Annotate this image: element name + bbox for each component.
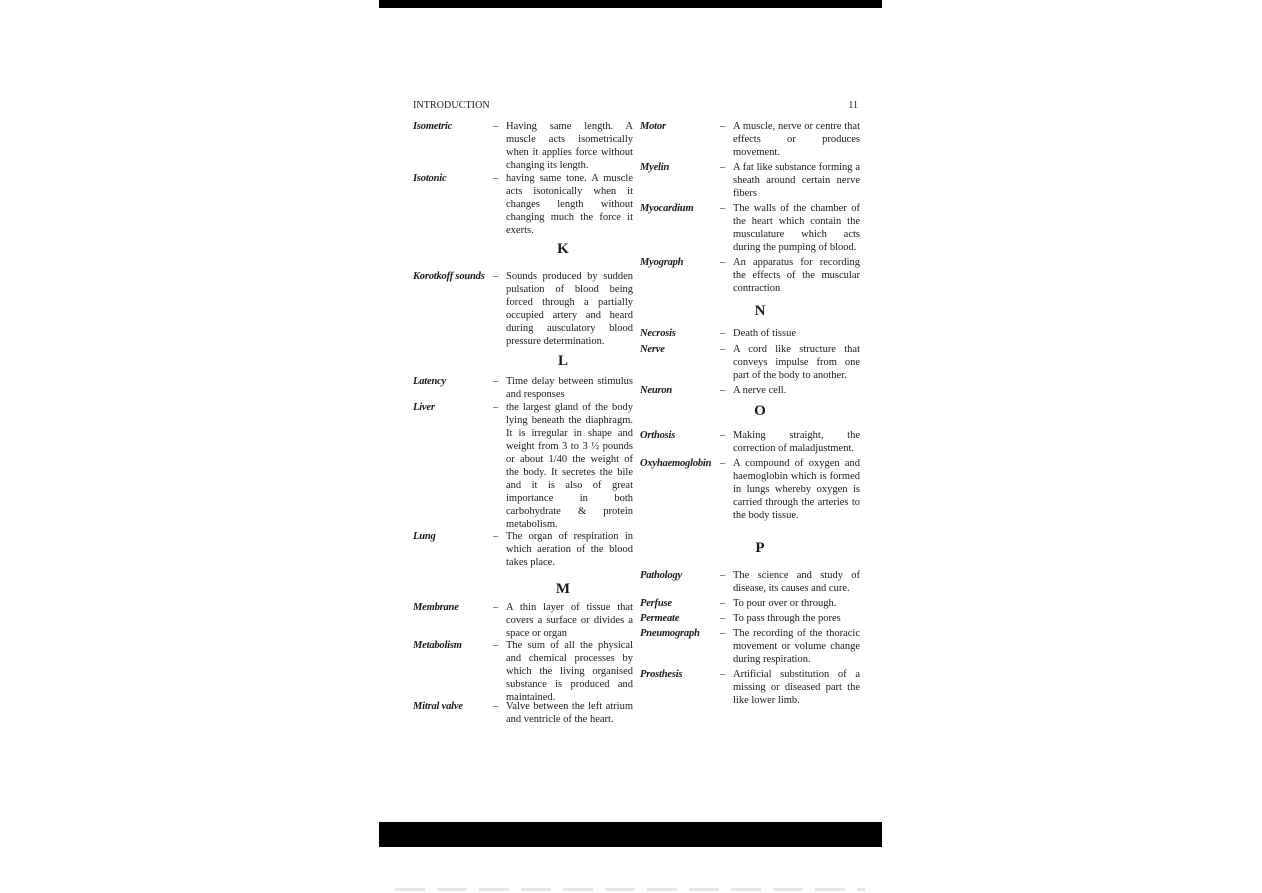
glossary-term: Myocardium	[640, 203, 694, 214]
glossary-entry-mitral-valve	[413, 700, 633, 726]
glossary-definition: A cord like structure that conveys impulse from one part of the body to another.	[733, 344, 860, 381]
entry-dash: –	[493, 531, 499, 542]
glossary-definition: The organ of respiration in which aeration of the blood takes place.	[506, 531, 633, 568]
entry-dash: –	[720, 430, 726, 441]
glossary-column-right	[640, 120, 860, 740]
glossary-entry-perfuse	[640, 597, 860, 610]
glossary-entry-korotkoff-sounds	[413, 270, 633, 348]
glossary-definition: Time delay between stimulus and responses	[506, 376, 633, 400]
glossary-definition: Making straight, the correction of maladjustment.	[733, 430, 860, 454]
glossary-column-left	[413, 120, 633, 740]
glossary-entry-myocardium	[640, 202, 860, 254]
glossary-term: Lung	[413, 531, 436, 542]
entry-dash: –	[720, 328, 726, 339]
glossary-entry-permeate	[640, 612, 860, 625]
glossary-definition: A compound of oxygen and haemoglobin which is formed in lungs whereby oxygen is carried through the arteries to the body tissue.	[733, 458, 860, 521]
entry-dash: –	[720, 257, 726, 268]
entry-dash: –	[493, 701, 499, 712]
glossary-term: Myograph	[640, 257, 684, 268]
glossary-entry-nerve	[640, 343, 860, 382]
section-letter-o: O	[754, 403, 766, 419]
glossary-term: Isometric	[413, 121, 453, 132]
glossary-term: Prosthesis	[640, 669, 683, 680]
glossary-entry-isotonic	[413, 172, 633, 237]
glossary-entry-necrosis	[640, 327, 860, 340]
section-letter-l: L	[557, 353, 568, 369]
glossary-definition: the largest gland of the body lying beneath the diaphragm. It is irregular in shape and weight from 3 to 3 ½ pounds or about 1/40 the weight of the body. It secretes the bile and it is also of great importance in both carbohydrate & protein metabolism.	[506, 402, 633, 530]
entry-dash: –	[720, 458, 726, 469]
glossary-entry-orthosis	[640, 429, 860, 455]
glossary-definition: Valve between the left atrium and ventricle of the heart.	[506, 701, 633, 725]
glossary-definition: The recording of the thoracic movement or volume change during respiration.	[733, 628, 860, 665]
glossary-definition: A fat like substance forming a sheath around certain nerve fibers	[733, 162, 860, 199]
entry-dash: –	[720, 598, 726, 609]
glossary-entry-pneumograph	[640, 627, 860, 666]
glossary-definition: To pour over or through.	[733, 598, 837, 609]
glossary-entry-lung	[413, 530, 633, 569]
glossary-definition: The science and study of disease, its causes and cure.	[733, 570, 860, 594]
glossary-term: Membrane	[413, 602, 459, 613]
glossary-definition: To pass through the pores	[733, 613, 841, 624]
glossary-term: Orthosis	[640, 430, 676, 441]
glossary-entry-prosthesis	[640, 668, 860, 707]
entry-dash: –	[493, 173, 499, 184]
glossary-term: Liver	[413, 402, 435, 413]
entry-dash: –	[493, 271, 499, 282]
glossary-term: Nerve	[640, 344, 665, 355]
section-letter-p: P	[755, 540, 765, 556]
glossary-entry-metabolism	[413, 639, 633, 704]
running-header-title: INTRODUCTION	[413, 100, 490, 111]
glossary-term: Permeate	[640, 613, 680, 624]
glossary-term: Pathology	[640, 570, 682, 581]
glossary-term: Korotkoff sounds	[413, 271, 485, 282]
entry-dash: –	[720, 121, 726, 132]
entry-dash: –	[493, 602, 499, 613]
glossary-term: Pneumograph	[640, 628, 700, 639]
glossary-entry-oxyhaemoglobin	[640, 457, 860, 522]
entry-dash: –	[720, 613, 726, 624]
glossary-term: Mitral valve	[413, 701, 463, 712]
section-letter-k: K	[557, 241, 569, 257]
glossary-definition: Sounds produced by sudden pulsation of blood being forced through a partially occupied artery and heard during ausculatory blood pressure determination.	[506, 271, 633, 347]
entry-dash: –	[720, 628, 726, 639]
glossary-definition: A thin layer of tissue that covers a surface or divides a space or organ	[506, 602, 633, 639]
section-letter-m: M	[555, 581, 571, 597]
glossary-term: Motor	[640, 121, 666, 132]
document-page	[379, 8, 882, 822]
page-shadow	[395, 888, 865, 891]
entry-dash: –	[720, 162, 726, 173]
glossary-entry-membrane	[413, 601, 633, 640]
glossary-definition: Having same length. A muscle acts isometrically when it applies force without changing its length.	[506, 121, 633, 171]
entry-dash: –	[720, 570, 726, 581]
glossary-entry-liver	[413, 401, 633, 531]
entry-dash: –	[720, 203, 726, 214]
glossary-term: Oxyhaemoglobin	[640, 458, 712, 469]
entry-dash: –	[720, 344, 726, 355]
glossary-term: Neuron	[640, 385, 673, 396]
glossary-definition: having same tone. A muscle acts isotonically when it changes length without changing much the force it exerts.	[506, 173, 633, 236]
entry-dash: –	[720, 385, 726, 396]
glossary-term: Isotonic	[413, 173, 447, 184]
glossary-entry-myograph	[640, 256, 860, 295]
glossary-entry-pathology	[640, 569, 860, 595]
glossary-term: Myelin	[640, 162, 670, 173]
glossary-definition: An apparatus for recording the effects of the muscular contraction	[733, 257, 860, 294]
glossary-term: Necrosis	[640, 328, 676, 339]
viewer-bottom-bar	[379, 822, 882, 847]
glossary-term: Metabolism	[413, 640, 462, 651]
entry-dash: –	[493, 376, 499, 387]
glossary-entry-neuron	[640, 384, 860, 397]
glossary-entry-isometric	[413, 120, 633, 172]
entry-dash: –	[493, 640, 499, 651]
glossary-entry-motor	[640, 120, 860, 159]
entry-dash: –	[493, 402, 499, 413]
glossary-definition: The sum of all the physical and chemical processes by which the living organised substance is produced and maintained.	[506, 640, 633, 703]
section-letter-n: N	[754, 303, 766, 319]
viewer-top-bar	[379, 0, 882, 8]
page-number: 11	[848, 100, 858, 111]
glossary-entry-myelin	[640, 161, 860, 200]
glossary-definition: A muscle, nerve or centre that effects or produces movement.	[733, 121, 860, 158]
glossary-definition: A nerve cell.	[733, 385, 787, 396]
glossary-entry-latency	[413, 375, 633, 401]
glossary-definition: Death of tissue	[733, 328, 796, 339]
entry-dash: –	[493, 121, 499, 132]
glossary-definition: Artificial substitution of a missing or diseased part the like lower limb.	[733, 669, 860, 706]
glossary-term: Perfuse	[640, 598, 672, 609]
glossary-term: Latency	[413, 376, 447, 387]
glossary-definition: The walls of the chamber of the heart which contain the musculature which acts during the pumping of blood.	[733, 203, 860, 253]
entry-dash: –	[720, 669, 726, 680]
